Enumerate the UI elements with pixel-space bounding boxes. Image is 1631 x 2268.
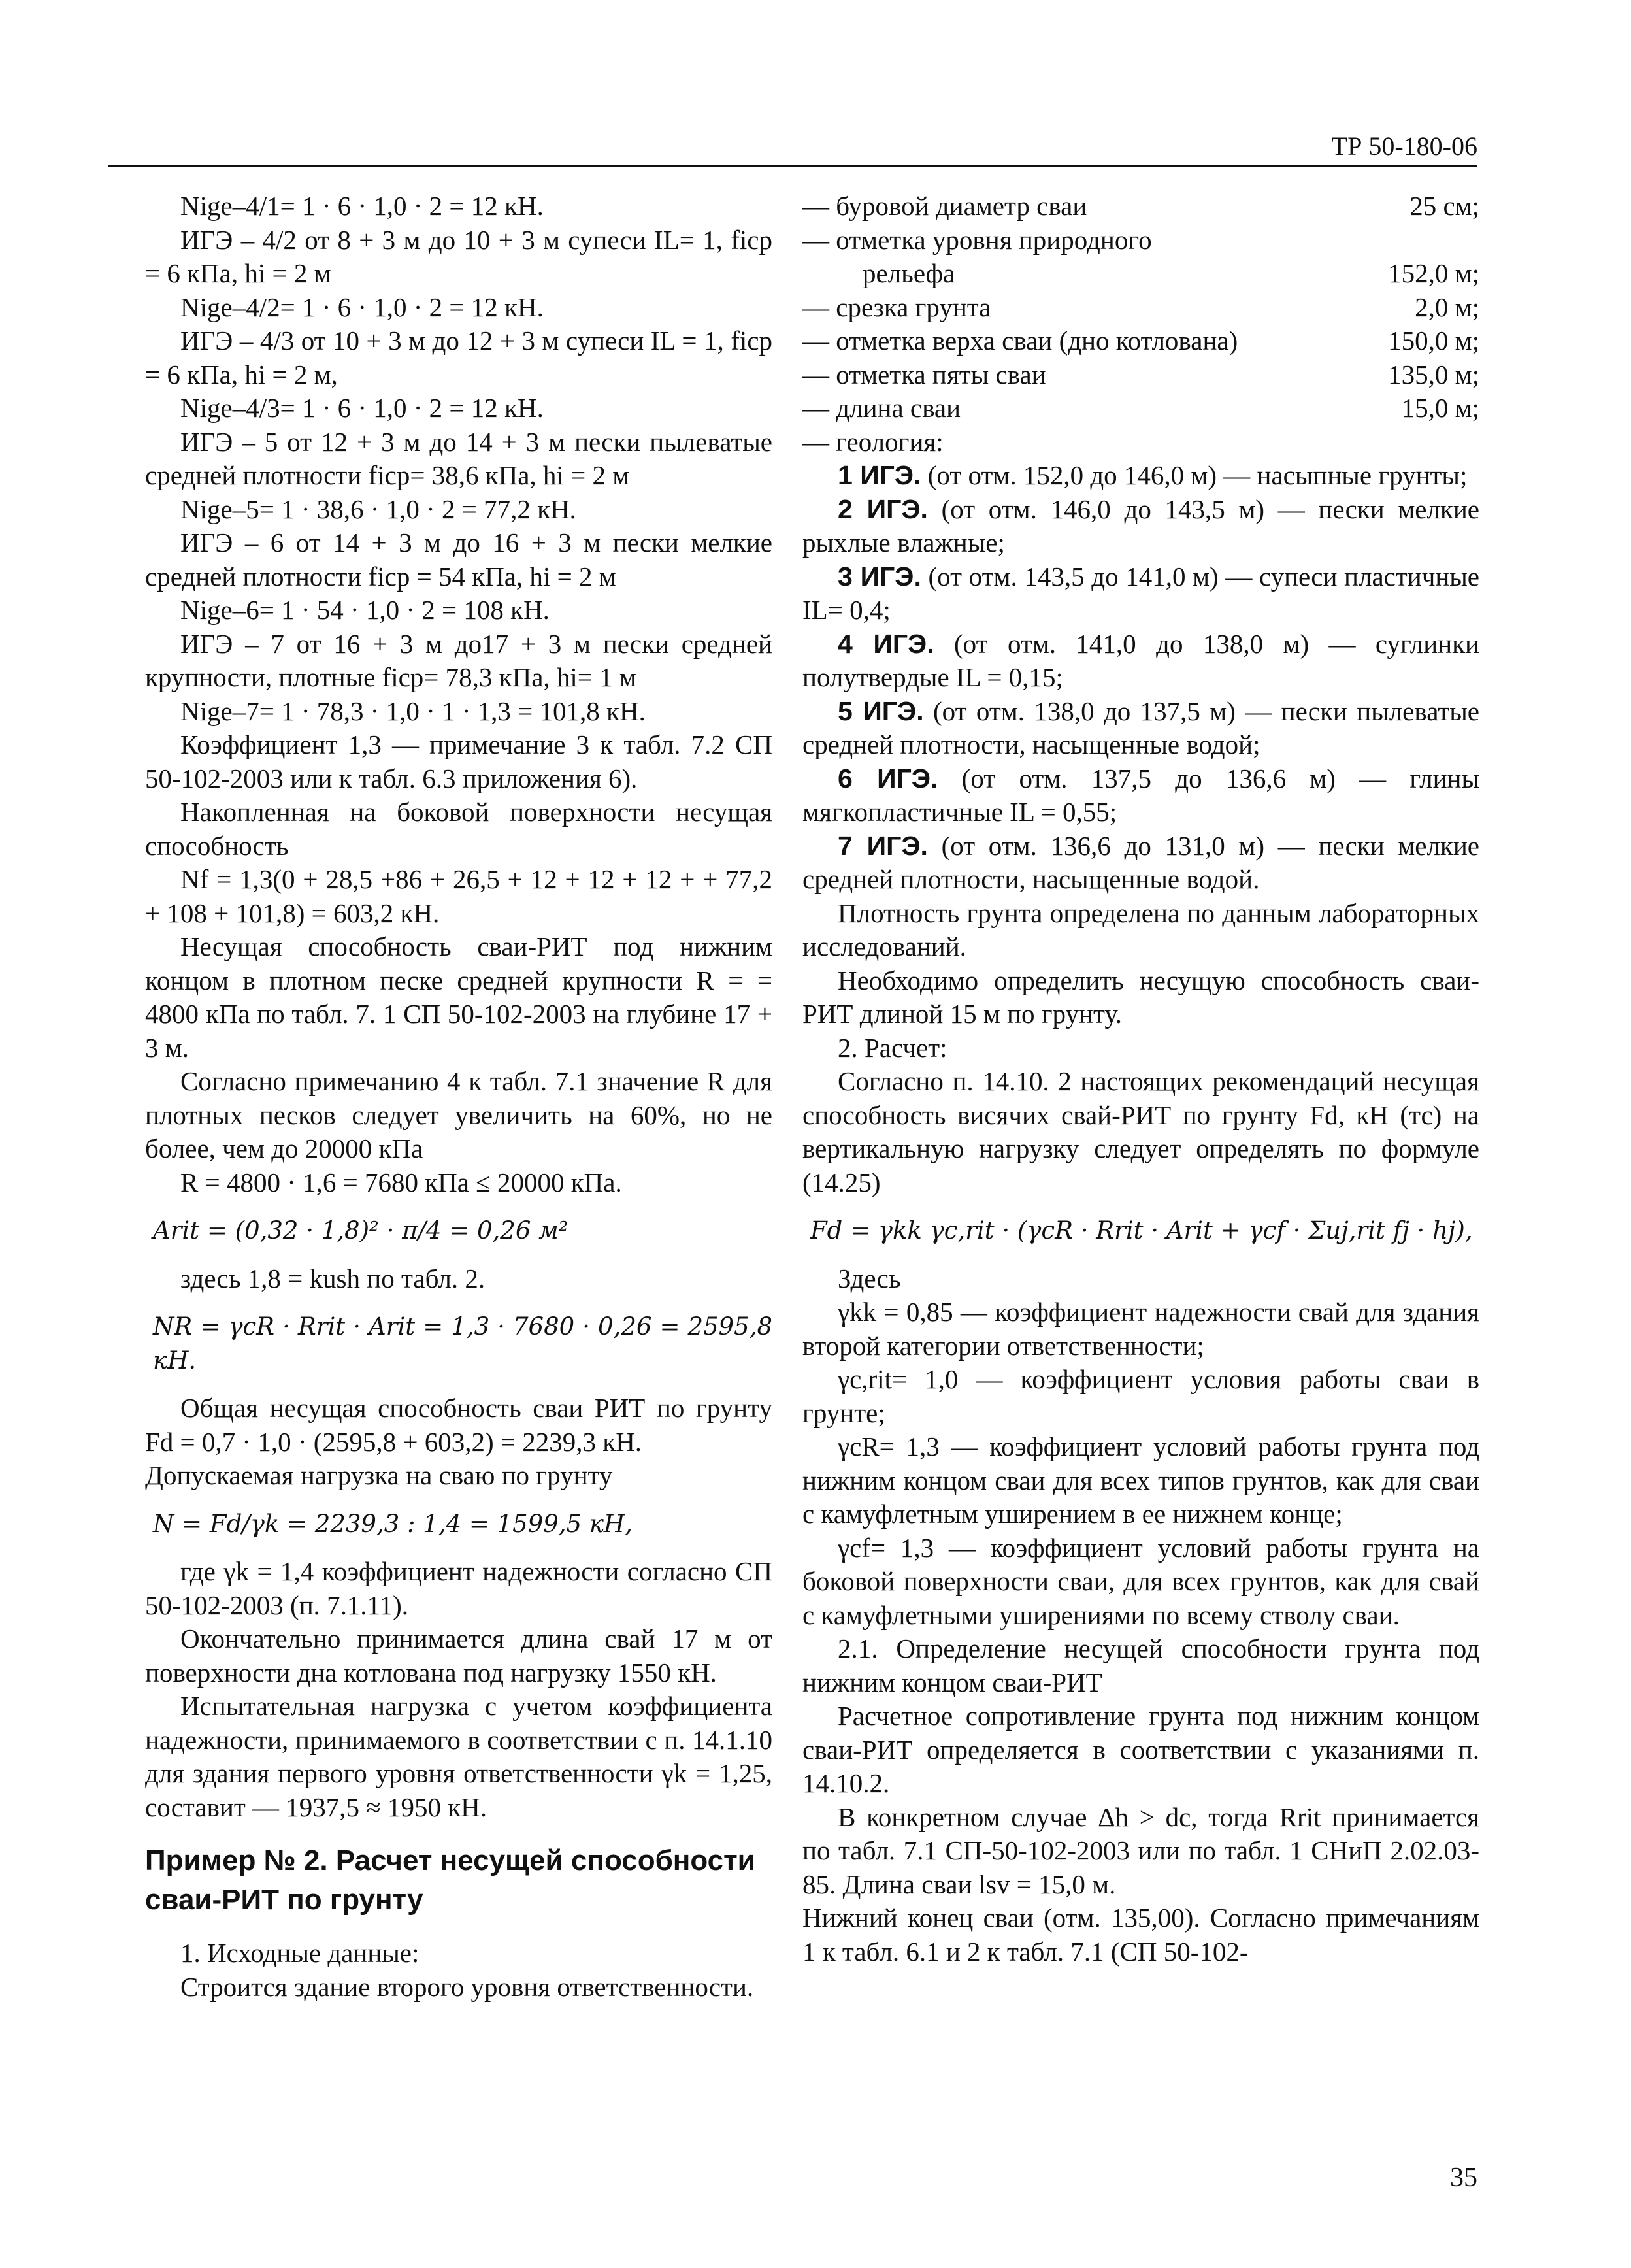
paragraph: Окончательно принимается длина свай 17 м от поверхности дна котлована под нагрузку 1550 кН. xyxy=(145,1624,772,1688)
parameter-label: — отметка верха сваи (дно котлована) xyxy=(802,325,1238,356)
parameter-row xyxy=(802,425,1479,459)
geology-layer-label: 7 ИГЭ. xyxy=(838,830,928,861)
right-column xyxy=(802,190,1479,1969)
geology-layer-label: 2 ИГЭ. xyxy=(838,493,928,524)
geology-layer xyxy=(802,627,1479,695)
page-number: 35 xyxy=(1450,2163,1477,2193)
paragraph: Несущая способность сваи-РИТ под нижним концом в плотном песке средней крупности R = = 4800 кПа по табл. 7. 1 СП 50-102-2003 на глубине 17 + 3 м. xyxy=(145,931,772,1063)
parameter-label: — отметка пяты сваи xyxy=(802,359,1046,390)
geology-layer xyxy=(802,493,1479,560)
geology-layer-label: 3 ИГЭ. xyxy=(838,561,921,592)
geology-layer xyxy=(802,762,1479,829)
parameter-value: 152,0 м; xyxy=(1388,258,1479,288)
parameter-label: — срезка грунта xyxy=(802,292,991,322)
paragraph: 2. Расчет: xyxy=(838,1032,947,1063)
paragraph: Nige–4/2= 1 · 6 · 1,0 · 2 = 12 кН. xyxy=(180,292,544,322)
paragraph: В конкретном случае Δh > dc, тогда Rrit принимается по табл. 7.1 СП-50-102-2003 или по табл. 1 СНиП 2.02.03-85. Длина сваи lsv = 15,0 м. xyxy=(802,1801,1479,1899)
pile-parameters xyxy=(802,190,1479,459)
geology-layer xyxy=(802,695,1479,762)
paragraph: Здесь xyxy=(838,1263,901,1293)
parameter-value: 15,0 м; xyxy=(1401,393,1479,423)
parameter-value: 25 см; xyxy=(1409,191,1479,221)
parameter-row xyxy=(802,291,1479,325)
formula: NR = γcR · Rrit · Arit = 1,3 · 7680 · 0,26 = 2595,8 кН. xyxy=(153,1312,772,1375)
paragraph: где γk = 1,4 коэффициент надежности согласно СП 50-102-2003 (п. 7.1.11). xyxy=(145,1556,772,1620)
paragraph: Nige–4/3= 1 · 6 · 1,0 · 2 = 12 кН. xyxy=(180,393,544,423)
geology-layer-text: (от отм. 138,0 до 137,5 м) — пески пылеватые средней плотности, насыщенные водой; xyxy=(802,695,1479,759)
parameter-row xyxy=(802,324,1479,358)
paragraph: Необходимо определить несущую способность сваи-РИТ длиной 15 м по грунту. xyxy=(802,965,1479,1029)
paragraph: Накопленная на боковой поверхности несущая способность xyxy=(145,797,772,861)
paragraph: R = 4800 · 1,6 = 7680 кПа ≤ 20000 кПа. xyxy=(180,1167,622,1197)
paragraph: 1. Исходные данные: xyxy=(180,1938,420,1968)
paragraph: Испытательная нагрузка с учетом коэффициента надежности, принимаемого в соответствии с п. 14.1.10 для здания первого уровня ответственности γk = 1,25, составит — 1937,5 ≈ 1950 кН. xyxy=(145,1691,772,1822)
geology-layer-text: (от отм. 141,0 до 138,0 м) — суглинки полутвердые IL = 0,15; xyxy=(802,628,1479,692)
paragraph: Nf = 1,3(0 + 28,5 +86 + 26,5 + 12 + 12 + 12 + + 77,2 + 108 + 101,8) = 603,2 кН. xyxy=(145,864,772,928)
geology-layer xyxy=(802,560,1479,627)
paragraph: ИГЭ – 4/3 от 10 + 3 м до 12 + 3 м супеси IL = 1, ficp = 6 кПа, hi = 2 м, xyxy=(145,325,772,390)
formula: Arit = (0,32 · 1,8)² · π/4 = 0,26 м² xyxy=(153,1216,568,1244)
parameter-label: — буровой диаметр сваи xyxy=(802,191,1087,221)
paragraph: Строится здание второго уровня ответственности. xyxy=(180,1971,754,2002)
parameter-row xyxy=(802,257,1479,291)
paragraph: Коэффициент 1,3 — примечание 3 к табл. 7.2 СП 50-102-2003 или к табл. 6.3 приложения 6). xyxy=(145,729,772,793)
parameter-label: рельефа xyxy=(863,258,955,288)
parameter-row xyxy=(802,392,1479,425)
doc-code: ТР 50-180-06 xyxy=(1331,131,1477,161)
parameter-row xyxy=(802,190,1479,224)
paragraph: Общая несущая способность сваи РИТ по грунту Fd = 0,7 · 1,0 · (2595,8 + 603,2) = 2239,3 кН. xyxy=(145,1393,772,1457)
paragraph: Nige–5= 1 · 38,6 · 1,0 · 2 = 77,2 кН. xyxy=(180,493,576,524)
geology-layer xyxy=(802,829,1479,897)
parameter-value: 150,0 м; xyxy=(1388,325,1479,356)
calculation-text xyxy=(802,897,1479,1969)
geology-layer-text: (от отм. 152,0 до 146,0 м) — насыпные грунты; xyxy=(921,460,1468,490)
parameter-label: — геология: xyxy=(802,426,944,457)
paragraph: Согласно п. 14.10. 2 настоящих рекомендаций несущая способность висячих свай-РИТ по грунту Fd, кН (тс) на вертикальную нагрузку следует определять по формуле (14.25) xyxy=(802,1066,1479,1197)
parameter-value: 2,0 м; xyxy=(1415,292,1479,322)
parameter-row xyxy=(802,224,1479,258)
example-heading: Пример № 2. Расчет несущей способности сваи-РИТ по грунту xyxy=(145,1844,755,1916)
paragraph: Плотность грунта определена по данным лабораторных исследований. xyxy=(802,897,1479,961)
header-rule xyxy=(108,165,1477,167)
formula: Fd = γkk γc,rit · (γcR · Rrit · Arit + γcf · Σuj,rit fj · hj), xyxy=(810,1216,1473,1244)
paragraph: γcf= 1,3 — коэффициент условий работы грунта на боковой поверхности сваи, для всех грунтов, как для свай с камуфлетными уширениями по всему стволу сваи. xyxy=(802,1532,1479,1630)
geology-layer xyxy=(802,459,1479,493)
geology-layer-label: 1 ИГЭ. xyxy=(838,460,921,490)
left-column xyxy=(145,190,772,2004)
geology-layer-label: 5 ИГЭ. xyxy=(838,695,924,726)
paragraph: Nige–6= 1 · 54 · 1,0 · 2 = 108 кН. xyxy=(180,595,550,625)
geology-layer-text: (от отм. 143,5 до 141,0 м) — супеси пластичные IL= 0,4; xyxy=(802,561,1480,625)
paragraph: Расчетное сопротивление грунта под нижним концом сваи-РИТ определяется в соответствии с указаниями п. 14.10.2. xyxy=(802,1701,1479,1798)
paragraph: ИГЭ – 7 от 16 + 3 м до17 + 3 м пески средней крупности, плотные ficp= 78,3 кПа, hi= 1 м xyxy=(145,628,772,692)
paragraph: Допускаемая нагрузка на сваю по грунту xyxy=(145,1460,613,1490)
paragraph: ИГЭ – 6 от 14 + 3 м до 16 + 3 м пески мелкие средней плотности ficp = 54 кПа, hi = 2 м xyxy=(145,527,772,592)
paragraph: γc,rit= 1,0 — коэффициент условия работы сваи в грунте; xyxy=(802,1364,1479,1428)
parameter-label: — отметка уровня природного xyxy=(802,224,1152,255)
formula: N = Fd/γk = 2239,3 : 1,4 = 1599,5 кН, xyxy=(153,1509,633,1538)
paragraph: ИГЭ – 5 от 12 + 3 м до 14 + 3 м пески пылеватые средней плотности ficp= 38,6 кПа, hi = 2 м xyxy=(145,426,772,490)
parameter-row xyxy=(802,358,1479,392)
geology-layer-label: 4 ИГЭ. xyxy=(838,628,934,659)
paragraph: γcR= 1,3 — коэффициент условий работы грунта под нижним концом сваи для всех типов грунтов, как для сваи с камуфлетным уширением в ее нижнем конце; xyxy=(802,1431,1479,1529)
paragraph: Nige–7= 1 · 78,3 · 1,0 · 1 · 1,3 = 101,8 кН. xyxy=(180,695,646,726)
geology-layer-text: (от отм. 136,6 до 131,0 м) — пески мелкие средней плотности, насыщенные водой. xyxy=(802,830,1479,894)
geology-layer-text: (от отм. 137,5 до 136,6 м) — глины мягкопластичные IL = 0,55; xyxy=(802,763,1479,827)
paragraph: Nige–4/1= 1 · 6 · 1,0 · 2 = 12 кН. xyxy=(180,191,544,221)
paragraph: ИГЭ – 4/2 от 8 + 3 м до 10 + 3 м супеси IL= 1, ficp = 6 кПа, hi = 2 м xyxy=(145,224,772,288)
paragraph: Согласно примечанию 4 к табл. 7.1 значение R для плотных песков следует увеличить на 60%, но не более, чем до 20000 кПа xyxy=(145,1066,772,1163)
paragraph: 2.1. Определение несущей способности грунта под нижним концом сваи-РИТ xyxy=(802,1633,1479,1697)
geology-layer-text: (от отм. 146,0 до 143,5 м) — пески мелкие рыхлые влажные; xyxy=(802,493,1479,558)
geology-layer-label: 6 ИГЭ. xyxy=(838,763,938,793)
parameter-label: — длина сваи xyxy=(802,393,961,423)
paragraph: здесь 1,8 = kush по табл. 2. xyxy=(180,1263,486,1293)
geology-list xyxy=(802,459,1479,897)
paragraph: γkk = 0,85 — коэффициент надежности свай для здания второй категории ответственности; xyxy=(802,1297,1479,1361)
parameter-value: 135,0 м; xyxy=(1388,359,1479,390)
paragraph: Нижний конец сваи (отм. 135,00). Согласно примечаниям 1 к табл. 6.1 и 2 к табл. 7.1 (СП 50-102- xyxy=(802,1903,1479,1967)
